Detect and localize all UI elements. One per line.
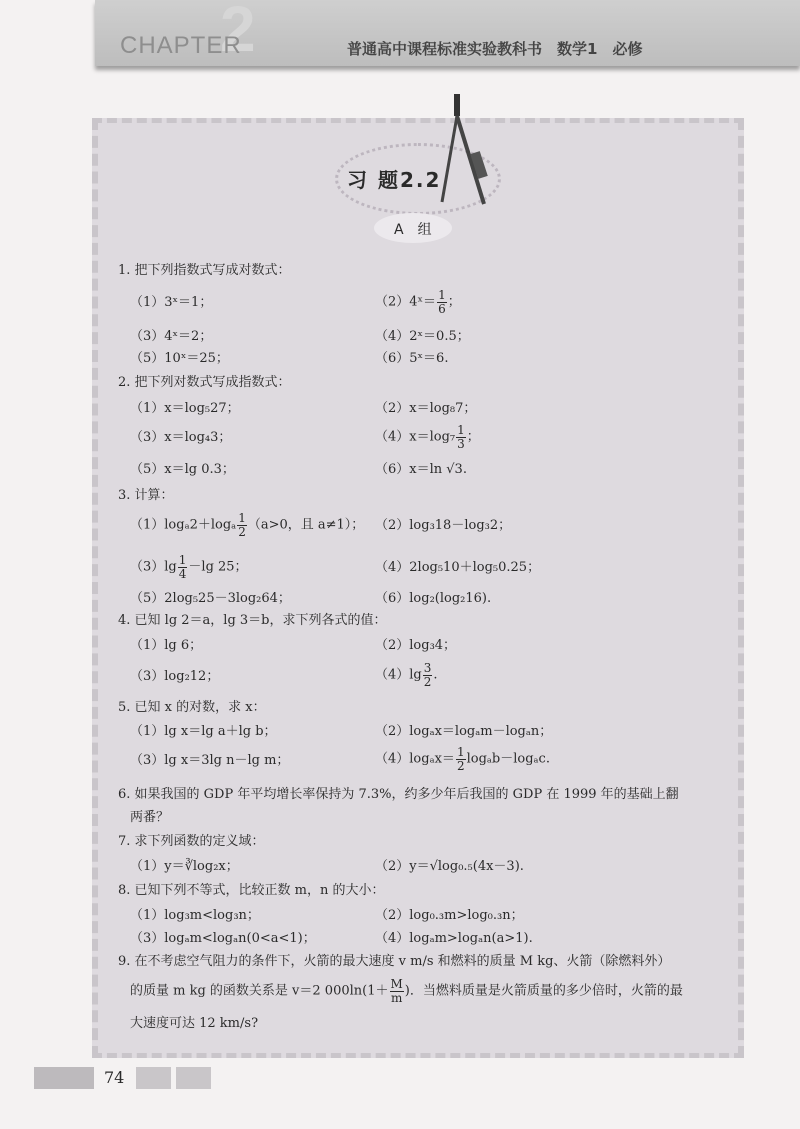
q9-line2: 的质量 m kg 的函数关系是 v＝2 000ln(1＋ $\frac{M}{m}$ )．当燃料质量是火箭质量的多少倍时，火箭的最 (130, 977, 683, 1005)
group-label: A 组 (394, 222, 432, 238)
q5-item4: （4）logₐx＝ $\frac{1}{2}$ logₐb－logₐc. (375, 745, 550, 773)
q8-item2: （2）log₀.₃m>log₀.₃n； (375, 908, 524, 923)
q2-item4: （4）x＝log₇ $\frac{1}{3}$ ； (375, 423, 480, 451)
q9-line1: 9. 在不考虑空气阻力的条件下，火箭的最大速度 v m/s 和燃料的质量 M kg、火箭（除燃料外） (118, 954, 671, 969)
q3-item5: （5）2log₅25－3log₂64； (130, 591, 291, 606)
q4-item2: （2）log₃4； (375, 638, 457, 653)
q4-item1: （1）lg 6； (130, 638, 203, 653)
q5-stem: 5. 已知 x 的对数，求 x： (118, 700, 266, 715)
q1-item1: （1）3ˣ＝1； (130, 295, 213, 310)
q3-item2: （2）log₃18－log₃2； (375, 518, 512, 533)
q2-item3: （3）x＝log₄3； (130, 430, 232, 445)
q2-item5: （5）x＝lg 0.3； (130, 462, 235, 477)
book-title: 普通高中课程标准实验教科书 数学1 必修 (347, 40, 643, 58)
chapter-number: 2 (220, 0, 256, 65)
page-number: 74 (104, 1068, 125, 1087)
q4-item3: （3）log₂12； (130, 669, 220, 684)
q8-stem: 8. 已知下列不等式，比较正数 m，n 的大小： (118, 883, 385, 898)
chapter-word: CHAPTER (120, 32, 242, 59)
q6-line1: 6. 如果我国的 GDP 年平均增长率保持为 7.3%，约多少年后我国的 GDP 在 1999 年的基础上翻 (118, 787, 679, 802)
section-title: 习 题2.2 (347, 168, 442, 192)
q9-line3: 大速度可达 12 km/s? (130, 1016, 259, 1031)
compass-icon (440, 92, 500, 212)
q2-item6: （6）x＝ln √3. (375, 462, 467, 477)
q1-item5: （5）10ˣ＝25； (130, 351, 229, 366)
q3-item3: （3）lg $\frac{1}{4}$ －lg 25； (130, 553, 248, 581)
q3-stem: 3. 计算： (118, 488, 174, 503)
q5-item3: （3）lg x＝3lg n－lg m； (130, 753, 290, 768)
q3-item6: （6）log₂(log₂16). (375, 591, 492, 606)
q2-item1: （1）x＝log₅27； (130, 401, 240, 416)
chapter-header (95, 0, 800, 66)
q4-item4: （4）lg $\frac{3}{2}$ . (375, 661, 438, 689)
q5-item1: （1）lg x＝lg a＋lg b； (130, 724, 277, 739)
q5-item2: （2）logₐx＝logₐm－logₐn； (375, 724, 553, 739)
q4-stem: 4. 已知 lg 2＝a，lg 3＝b，求下列各式的值： (118, 613, 387, 628)
q1-item3: （3）4ˣ＝2； (130, 329, 213, 344)
q1-stem: 1. 把下列指数式写成对数式： (118, 263, 291, 278)
q1-item4: （4）2ˣ＝0.5； (375, 329, 470, 344)
q7-stem: 7. 求下列函数的定义域： (118, 834, 265, 849)
q1-item6: （6）5ˣ＝6. (375, 351, 449, 366)
q6-line2: 两番？ (130, 810, 170, 825)
q8-item4: （4）logₐm>logₐn(a>1). (375, 931, 533, 946)
q8-item1: （1）log₃m<log₃n； (130, 908, 260, 923)
q2-stem: 2. 把下列对数式写成指数式： (118, 375, 291, 390)
q7-item2: （2）y＝√log₀.₅(4x－3). (375, 859, 524, 874)
q2-item2: （2）x＝log₈7； (375, 401, 477, 416)
q7-item1: （1）y＝∛log₂x； (130, 859, 239, 874)
q8-item3: （3）logₐm<logₐn(0<a<1)； (130, 931, 316, 946)
q3-item1: （1）logₐ2＋logₐ $\frac{1}{2}$ （a>0，且 a≠1）； (130, 511, 365, 539)
q3-item4: （4）2log₅10＋log₅0.25； (375, 560, 541, 575)
q1-item2: （2）4ˣ＝ $\frac{1}{6}$ ； (375, 288, 461, 316)
